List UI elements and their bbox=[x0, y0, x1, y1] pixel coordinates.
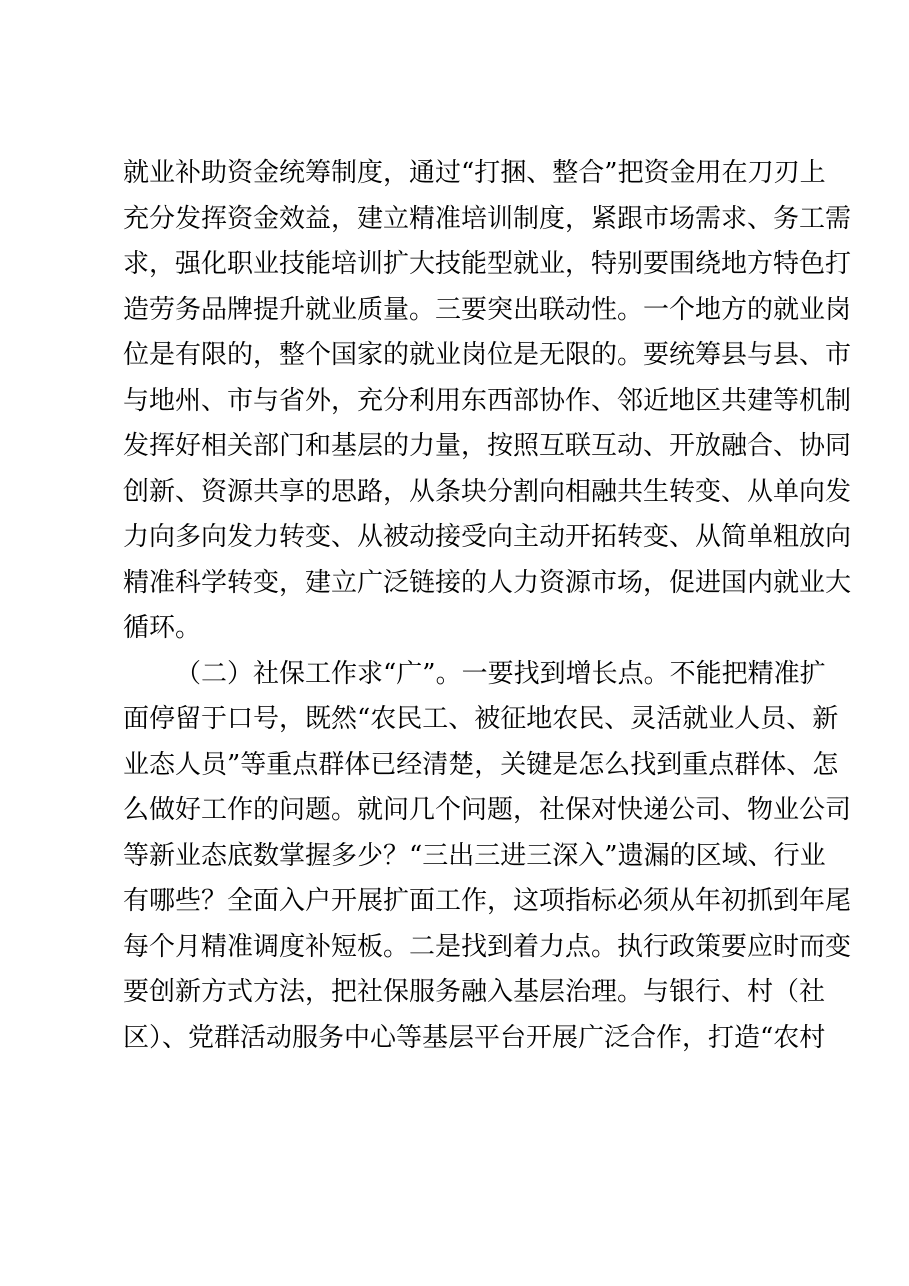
text-line: 循环。 bbox=[123, 613, 202, 643]
text-line: 要创新方式方法，把社保服务融入基层治理。与银行、村（社 bbox=[123, 977, 826, 1007]
text-line: 求，强化职业技能培训扩大技能型就业，特别要围绕地方特色打 bbox=[123, 249, 852, 279]
text-line: 发挥好相关部门和基层的力量，按照互联互动、开放融合、协同 bbox=[123, 431, 852, 461]
text-line: 区）、党群活动服务中心等基层平台开展广泛合作，打造“农村 bbox=[123, 1022, 826, 1053]
text-line: 精准科学转变，建立广泛链接的人力资源市场，促进国内就业大 bbox=[123, 567, 852, 598]
text-line: 等新业态底数掌握多少？“三出三进三深入”遗漏的区域、行业 bbox=[123, 840, 826, 871]
section-heading-line: （二）社保工作求“广”。一要找到增长点。不能把精准扩 bbox=[175, 658, 826, 689]
text-line: 造劳务品牌提升就业质量。三要突出联动性。一个地方的就业岗 bbox=[123, 294, 852, 325]
text-line: 业态人员”等重点群体已经清楚，关键是怎么找到重点群体、怎 bbox=[123, 749, 839, 780]
text-line: 力向多向发力转变、从被动接受向主动开拓转变、从简单粗放向 bbox=[123, 522, 852, 552]
text-line: 位是有限的，整个国家的就业岗位是无限的。要统筹县与县、市 bbox=[123, 340, 852, 370]
text-line: 面停留于口号，既然“农民工、被征地农民、灵活就业人员、新 bbox=[123, 704, 839, 734]
text-line: 每个月精准调度补短板。二是找到着力点。执行政策要应时而变 bbox=[123, 931, 852, 962]
text-line: 与地州、市与省外，充分利用东西部协作、邻近地区共建等机制 bbox=[123, 385, 852, 416]
text-line: 就业补助资金统筹制度，通过“打捆、整合”把资金用在刀刃上 bbox=[123, 158, 826, 188]
body-text bbox=[123, 151, 852, 1061]
text-line: 么做好工作的问题。就问几个问题，社保对快递公司、物业公司 bbox=[123, 795, 852, 825]
text-line: 创新、资源共享的思路，从条块分割向相融共生转变、从单向发 bbox=[123, 476, 852, 507]
text-line: 有哪些？全面入户开展扩面工作，这项指标必须从年初抓到年尾 bbox=[123, 886, 852, 916]
text-line: 充分发挥资金效益，建立精准培训制度，紧跟市场需求、务工需 bbox=[123, 203, 852, 234]
